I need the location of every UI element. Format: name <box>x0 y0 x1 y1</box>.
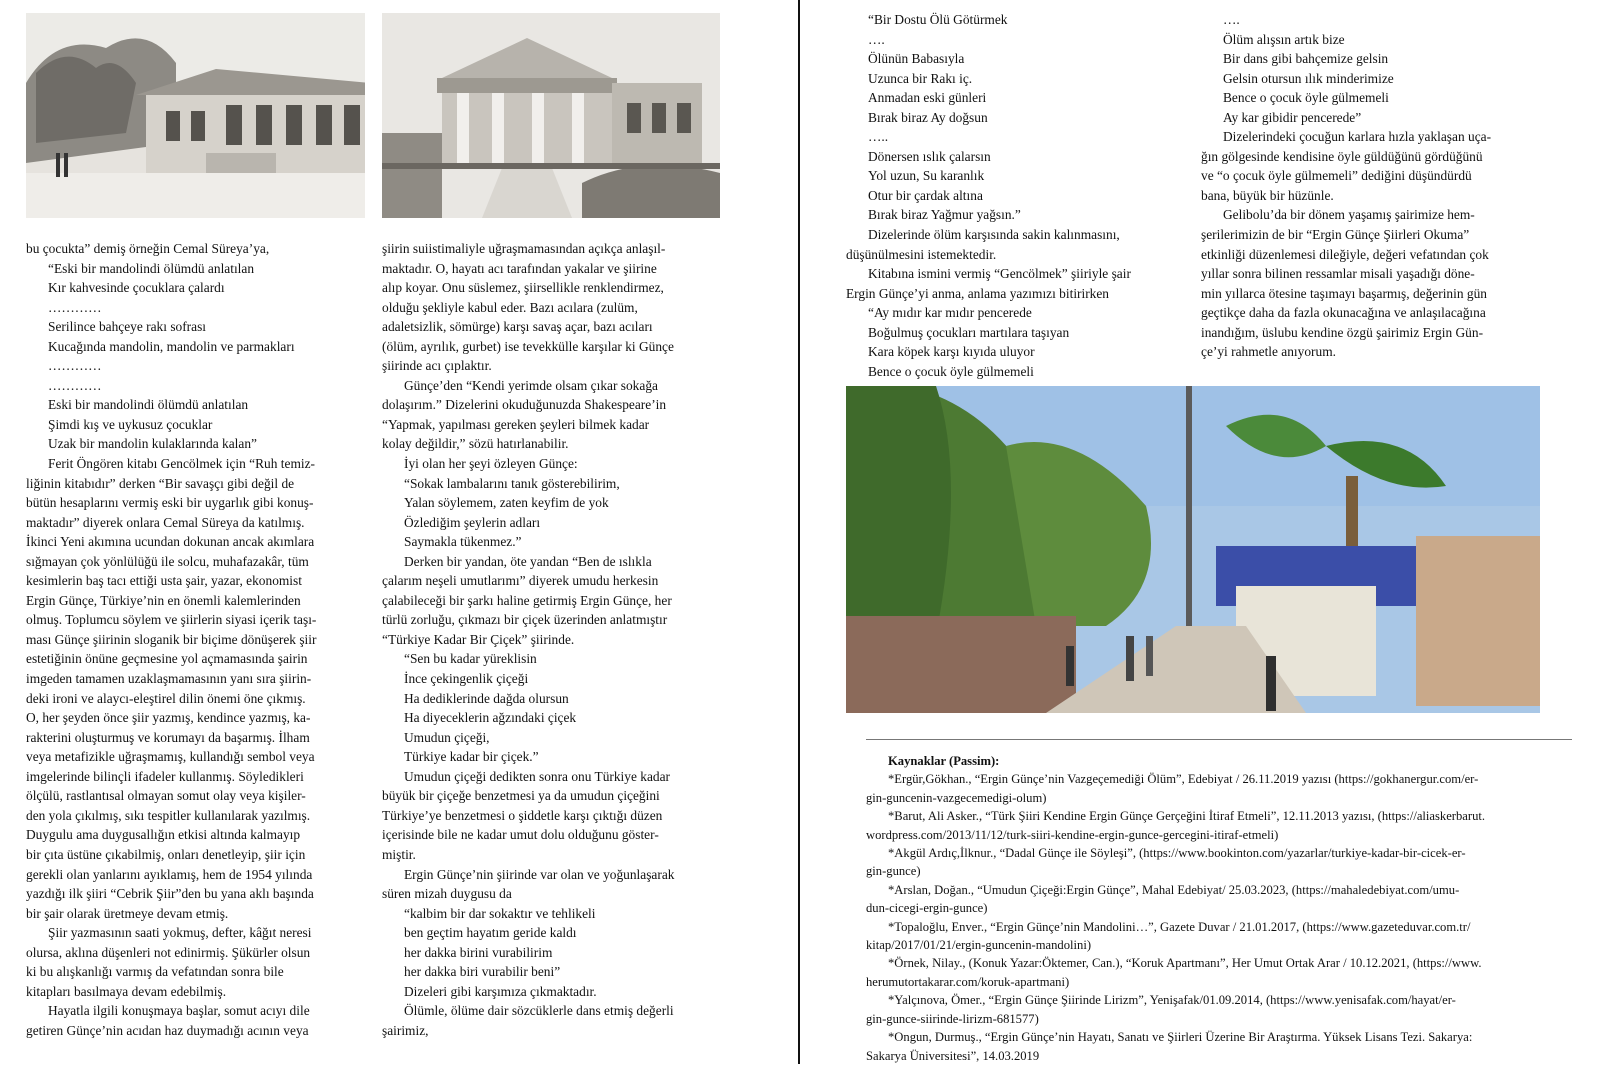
poem-line: Umudun çiçeği, <box>404 729 490 745</box>
text-line: (ölüm, ayrılık, gurbet) ise tevekkülle karşılar ki Günçe <box>382 338 674 354</box>
text-line: İyi olan her şeyi özleyen Günçe: <box>404 456 578 472</box>
text-line: dolaşırım.” Dizelerini okuduğunuzda Shakespeare’in <box>382 397 667 413</box>
poem-line: Yalan söylemem, zaten keyfim de yok <box>404 495 609 511</box>
text-line: türlü zorluğu, çıkmazı bir çiçek üzerinden anlatmıştır <box>382 612 668 628</box>
poem-line: Uzunca bir Rakı iç. <box>868 70 973 86</box>
poem-line: Kır kahvesinde çocuklara çalardı <box>48 280 225 296</box>
poem-line: “Sen bu kadar yüreklisin <box>404 651 537 667</box>
text-line: inandığım, üslubu kendine özgü şairimiz Ergin Gün- <box>1201 324 1484 340</box>
text-line: çe’yi rahmetle anıyorum. <box>1201 344 1336 360</box>
text-line: çalarım neşeli umutlarımı” diyerek umudu herkesin <box>382 573 659 589</box>
reference-line: *Akgül Ardıç,İlknur., “Dadal Günçe ile Söyleşi”, (https://www.bookinton.com/yazarlar/turkiye-kadar-bir-cicek-er- <box>888 846 1466 861</box>
text-line: Şiir yazmasının saati yokmuş, defter, kâğıt neresi <box>48 925 312 941</box>
text-line: estetiğinin önüne geçmesine yol açmamasında şairin <box>26 651 308 667</box>
poem-line: Otur bir çardak altına <box>868 187 983 203</box>
school-photo <box>26 13 365 218</box>
poem-line: Bence o çocuk öyle gülmemeli <box>1223 90 1389 106</box>
poem-line: Bırak biraz Yağmur yağsın.” <box>868 207 1021 223</box>
text-line: içerisinde bile ne kadar umut dolu olduğunu göster- <box>382 827 659 843</box>
poem-line: Şimdi kış ve uykusuz çocuklar <box>48 416 213 432</box>
text-line: bir şair olarak üretmeye devam etmiş. <box>26 905 229 921</box>
poem-line: Bence o çocuk öyle gülmemeli <box>868 363 1034 379</box>
reference-line: kitap/2017/01/21/ergin-guncenin-mandolini) <box>866 938 1092 953</box>
text-line: liğinin kitabıdır” derken “Bir savaşçı gibi değil de <box>26 475 295 491</box>
text-line: yazdığı ilk şiiri “Cebrik Şiir”den bu yana aklı başında <box>26 886 314 902</box>
poem-line: ben geçtim hayatım geride kaldı <box>404 925 577 941</box>
text-line: olursa, aklına düşenleri not edinirmiş. Şükürler olsun <box>26 944 311 960</box>
poem-line: ………… <box>48 358 102 374</box>
poem-line: …. <box>1223 12 1240 27</box>
text-line: bana, büyük bir hüzünle. <box>1201 187 1334 203</box>
text-line: Ergin Günçe, Türkiye’nin en önemli kalemlerinden <box>26 592 301 608</box>
poem-line: Türkiye kadar bir çiçek.” <box>404 749 539 765</box>
text-line: veya metafizikle uğraşmamış, kullandığı sembol veya <box>26 749 315 765</box>
poem-line: Kucağında mandolin, mandolin ve parmakları <box>48 338 295 354</box>
text-line: çalabileceği bir şarkı haline getirmiş Ergin Günçe, her <box>382 592 672 608</box>
text-line: gerekli olan yanlarını ayıklamış, hem de 1954 yılında <box>26 866 313 882</box>
text-line: İkinci Yeni akımına ucundan dokunan ancak akımlara <box>26 534 315 550</box>
text-line: olduğu şekliyle kabul eder. Bazı acılara (zulüm, <box>382 299 638 315</box>
text-line: süren mizah duygusu da <box>382 886 512 902</box>
text-line: deki ironi ve alaycı-eleştirel dilin önemi öne çıkmış. <box>26 690 306 706</box>
text-line: adaletsizlik, sömürge) karşı savaş açar, bazı acıları <box>382 319 653 335</box>
poem-line: “Eski bir mandolindi ölümdü anlatılan <box>48 260 255 276</box>
text-line: imgeden tamamen uzaklaşmamasının yanı sıra şiirin- <box>26 671 312 687</box>
poem-line: Dönersen ıslık çalarsın <box>868 148 991 164</box>
poem-line: İnce çekingenlik çiçeği <box>404 671 529 687</box>
text-line: alıp koyar. Onu süslemez, şiirsellikle renklendirmez, <box>382 280 664 296</box>
text-line: bir çıta üstüne çıkabilmiş, onları denetleyip, şiir için <box>26 846 306 862</box>
poem-line: ………… <box>48 299 102 315</box>
text-line: getiren Günçe’nin acıdan haz duymadığı acının veya <box>26 1022 309 1038</box>
references-divider <box>866 739 1572 740</box>
column-1 <box>26 239 365 1040</box>
poem-line: Ölüm alışsın artık bize <box>1223 31 1345 47</box>
text-line: Ferit Öngören kitabı Gencölmek için “Ruh temiz- <box>48 456 315 472</box>
text-line: ölçülü, rastlantısal olmayan somut olay veya kişiler- <box>26 788 306 804</box>
poem-line: “kalbim bir dar sokaktır ve tehlikeli <box>404 905 596 921</box>
poem-line: “Bir Dostu Ölü Götürmek <box>868 12 1008 27</box>
poem-line: Yol uzun, Su karanlık <box>868 168 985 184</box>
text-line: O, her şeyden önce şiir yazmış, kendince yazmış, ka- <box>26 710 311 726</box>
text-line: Günçe’den “Kendi yerimde olsam çıkar sokağa <box>404 377 658 393</box>
poem-line: Ha dediklerinde dağda olursun <box>404 690 569 706</box>
text-line: şiirin suiistimaliyle uğraşmamasından açıkça anlaşıl- <box>382 241 666 256</box>
references-title: Kaynaklar (Passim): <box>888 754 1000 768</box>
text-line: yıllar sonra bilinen ressamlar misali yaşadığı döne- <box>1201 266 1475 282</box>
text-line: “Türkiye Kadar Bir Çiçek” şiirinde. <box>382 631 575 647</box>
text-line: bu çocukta” demiş örneğin Cemal Süreya’ya, <box>26 241 270 256</box>
text-line: düşünülmesini istemektedir. <box>846 246 997 262</box>
poem-line: Boğulmuş çocukları martılara taşıyan <box>868 324 1070 340</box>
text-line: Umudun çiçeği dedikten sonra onu Türkiye kadar <box>404 768 671 784</box>
text-line: ması Günçe şiirinin sloganik bir biçime dönüşerek şiir <box>26 631 317 647</box>
text-line: şairimiz, <box>382 1022 429 1038</box>
text-line: geçtikçe daha da fazla okunacağına ve anlaşılacağına <box>1201 305 1486 321</box>
column-4 <box>1201 10 1541 362</box>
text-line: Ergin Günçe’nin şiirinde var olan ve yoğunlaşarak <box>404 866 675 882</box>
reference-line: dun-cicegi-ergin-gunce) <box>866 901 988 916</box>
poem-line: Bir dans gibi bahçemize gelsin <box>1223 51 1389 67</box>
poem-line: Ölünün Babasıyla <box>868 51 965 67</box>
text-line: ğın gölgesinde kendisine öyle güldüğünü gördüğünü <box>1201 148 1483 164</box>
text-line: Ergin Günçe’yi anma, anlama yazımızı bitirirken <box>846 285 1110 301</box>
text-line: Kitabına ismini vermiş “Gencölmek” şiiriyle şair <box>868 266 1131 282</box>
text-line: Dizeleri gibi karşımıza çıkmaktadır. <box>404 983 597 999</box>
poem-line: ….. <box>868 129 889 145</box>
text-line: etkinliği düzenlemesi dileğiyle, değeri vefatından çok <box>1201 246 1489 262</box>
text-line: kitapları basılmaya devam edebilmiş. <box>26 983 227 999</box>
text-line: büyük bir çiçeğe benzetmesi ya da umudun çiçeğini <box>382 788 660 804</box>
text-line: maktadır. O, hayatı acı tarafından yakalar ve şiirine <box>382 260 657 276</box>
reference-line: *Arslan, Doğan., “Umudun Çiçeği:Ergin Günçe”, Mahal Edebiyat/ 25.03.2023, (https://mahaledebiyat.com/umu- <box>888 882 1460 897</box>
text-line: Derken bir yandan, öte yandan “Ben de ıslıkla <box>404 553 652 569</box>
text-line: den yola çıkılmış, sıkı tespitler kullanılarak yazılmış. <box>26 807 311 823</box>
poem-line: Özlediğim şeylerin adları <box>404 514 541 530</box>
reference-line: wordpress.com/2013/11/12/turk-siiri-kendine-ergin-gunce-gercegini-itiraf-etmeli) <box>866 827 1279 842</box>
poem-line: Anmadan eski günleri <box>868 90 987 106</box>
text-line: kolay değildir,” sözü hatırlanabilir. <box>382 436 569 452</box>
reference-line: *Topaloğlu, Enver., “Ergin Günçe’nin Mandolini…”, Gazete Duvar / 21.01.2017, (https://www.gazeteduvar.com.tr/ <box>888 919 1471 934</box>
poem-line: Saymakla tükenmez.” <box>404 534 522 550</box>
poem-line: her dakka biri vurabilir beni” <box>404 964 561 980</box>
text-line: ki bu alışkanlığı varmış da vefatından sonra bile <box>26 964 284 980</box>
text-line: min yıllarca ötesine taşımayı başarmış, değerinin gün <box>1201 285 1487 301</box>
poem-line: Kara köpek karşı kıyıda uluyor <box>868 344 1035 360</box>
reference-line: *Ongun, Durmuş., “Ergin Günçe’nin Hayatı, Sanatı ve Şiirleri Üzerine Bir Araştırma. Yüksek Lisans Tezi. Sakarya: <box>888 1030 1473 1045</box>
temple-photo <box>382 13 720 218</box>
text-line: Duygulu ama duygusallığın etkisi altında kalmayıp <box>26 827 301 843</box>
text-line: olmuş. Toplumcu söylem ve şiirlerin siyasi içerik taşı- <box>26 612 317 628</box>
poem-line: Ay kar gibidir pencerede” <box>1223 109 1362 125</box>
text-line: sığmayan çok yönlülüğü ile solcu, muhafazakâr, tüm <box>26 553 309 569</box>
reference-line: *Örnek, Nilay., (Konuk Yazar:Öktemer, Can.), “Koruk Apartmanı”, Her Umut Ortak Arar / 10.12.2021, (https://www. <box>888 956 1482 971</box>
street-photo <box>846 386 1540 713</box>
text-line: “Yapmak, yapılması gereken şeyleri bilmek kadar <box>382 416 650 432</box>
text-line: imgelerinde bilinçli ifadeler kullanmış. Söyledikleri <box>26 768 304 784</box>
poem-line: Eski bir mandolindi ölümdü anlatılan <box>48 397 249 413</box>
poem-line: ………… <box>48 377 102 393</box>
reference-line: herumutortakarar.com/koruk-apartmani) <box>866 974 1070 989</box>
column-3 <box>846 10 1186 381</box>
poem-line: …. <box>868 31 885 47</box>
text-line: rakterini oluşturmuş ve korumayı da başarmış. İlham <box>26 729 310 745</box>
text-line: Ölümle, ölüme dair sözcüklerle dans etmiş değerli <box>404 1003 674 1019</box>
text-line: Hayatla ilgili konuşmaya başlar, somut acıyı dile <box>48 1003 310 1019</box>
reference-line: *Ergür,Gökhan., “Ergin Günçe’nin Vazgeçemediği Ölüm”, Edebiyat / 26.11.2019 yazısı (https://gokhanergur.com/er- <box>888 772 1479 787</box>
text-line: şerilerimizin de bir “Ergin Günçe Şiirleri Okuma” <box>1201 227 1470 243</box>
text-line: maktadır” diyerek onlara Cemal Süreya da katılmış. <box>26 514 305 530</box>
poem-line: “Ay mıdır kar mıdır pencerede <box>868 305 1032 321</box>
reference-line: gin-gunce-siirinde-lirizm-681577) <box>866 1011 1039 1026</box>
poem-line: Bırak biraz Ay doğsun <box>868 109 988 125</box>
text-line: ve “o çocuk öyle gülmemeli” dediğini düşündürdü <box>1201 168 1472 184</box>
text-line: Dizelerindeki çocuğun karlara hızla yaklaşan uça- <box>1223 129 1492 145</box>
poem-line: Uzak bir mandolin kulaklarında kalan” <box>48 436 257 452</box>
text-line: Dizelerinde ölüm karşısında sakin kalınmasını, <box>868 227 1120 243</box>
poem-line: “Sokak lambalarını tanık gösterebilirim, <box>404 475 620 491</box>
reference-line: *Barut, Ali Asker., “Türk Şiiri Kendine Ergin Günçe Gerçeğini İtiraf Etmeli”, 12.11.2013 yazısı, (https://aliaskerbarut. <box>888 809 1486 824</box>
poem-line: her dakka birini vurabilirim <box>404 944 553 960</box>
text-line: miştir. <box>382 846 416 862</box>
reference-line: gin-gunce) <box>866 864 921 879</box>
text-line: Gelibolu’da bir dönem yaşamış şairimize hem- <box>1223 207 1475 223</box>
references <box>866 752 1572 1065</box>
text-line: Türkiye’ye benzetmesi o şiddetle karşı çıktığı düzen <box>382 807 663 823</box>
text-line: şiirinde acı çıplaktır. <box>382 358 492 374</box>
poem-line: Ha diyeceklerin ağzındaki çiçek <box>404 710 577 726</box>
poem-line: Serilince bahçeye rakı sofrası <box>48 319 207 335</box>
text-line: kesimlerin baş tacı ettiği usta şair, yazar, ekonomist <box>26 573 302 589</box>
column-2 <box>382 239 720 1040</box>
text-line: bütün hesaplarını vermiş eski bir uygarlık gibi konuş- <box>26 495 314 511</box>
page-divider <box>798 0 800 1064</box>
reference-line: gin-guncenin-vazgecemedigi-olum) <box>866 790 1047 805</box>
poem-line: Gelsin otursun ılık minderimize <box>1223 70 1394 86</box>
reference-line: Sakarya Üniversitesi”, 14.03.2019 <box>866 1048 1040 1063</box>
reference-line: *Yalçınova, Ömer., “Ergin Günçe Şiirinde Lirizm”, Yenişafak/01.09.2014, (https://www.yenisafak.com/hayat/er- <box>888 993 1456 1008</box>
